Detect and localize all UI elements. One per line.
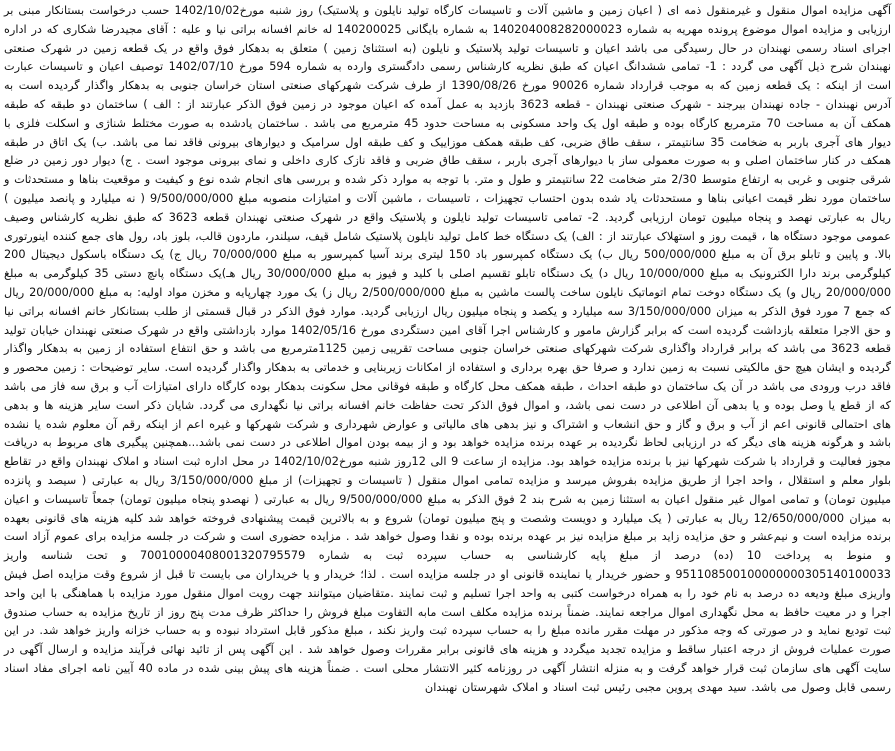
auction-notice-body: آگهی مزایده اموال منقول و غیرمنقول ذمه ای ( اعیان زمین و ماشین آلات و تاسیسات کارگاه تولید نایلون و پلاستیک) روز شنبه مورخ1402/10/02 حسب درخواست بستانکار مبنی بر ارزیابی و مزایده اموال موضوع پرونده مهریه به شماره 140204008282000023 به شماره بایگانی 140200025 له خانم افسانه براتی نیا و علیه : آقای مجیدرضا شکاری که در اداره اجرای اسناد رسمی نهبندان در حال رسیدگی می باشد اعیان و تاسیسات تولید پلاستیک و نایلون (به استثنائ زمین ) متعلق به بدهکار فوق واقع در یک قطعه زمین در شهرک صنعتی نهبندان شرح ذیل آگهی می گردد : 1- تمامی ششدانگ اعیان که طبق نظریه کارشناس رسمی دادگستری وارده به شماره 594 مورخ 1402/07/10 توصیف اعیان و تاسیسات عبارت است از اینکه : یک قطعه زمین که به موجب قرارداد شماره 90026 مورخ 1390/08/26 از طرف شرکت شهرکهای صنعتی استان خراسان جنوبی به بدهکار واگذار گردیده است به آدرس نهبندان - جاده نهبندان بیرجند - شهرک صنعتی نهبندان - قطعه 3623 بازدید به عمل آمده که اعیان موجود در زمین فوق الذکر عبارتند از : الف ) ساختمان دو طبقه که طبقه همکف آن به مساحت 70 مترمربع کارگاه بوده و طبقه اول یک واحد مسکونی به مساحت حدود 45 مترمربع می باشد . ساختمان یادشده به صورت مختلط شناژی و اسکلت فلزی با دیوار های آجری باربر به ضخامت 35 سانتیمتر ، سقف طاق ضربی، کف طبقه همکف موزاییک و کف طبقه اول سرامیک و دیوارهای بیرونی فاقد نما می باشد. ب) یک اتاق در طبقه همکف در کنار ساختمان اصلی و به صورت معمولی ساز با دیوارهای آجری باربر ، سقف طاق ضربی و فاقد نازک کاری داخلی و نمای بیرونی موجود است . ج) دیوار دور زمین در ضلع شرقی جنوبی و غربی به ارتفاع متوسط 2/30 متر ضخامت 22 سانتیمتر و طول و متر. با توجه به موارد ذکر شده و بررسی های انجام شده نوع و کیفیت و موقعیت بناها و مستحدثات و ساختمان مورد نظر قیمت اعیانی بناها و مستحدثات یاد شده بدون احتساب تجهیزات ، تاسیسات ، ماشین آلات و امتیازات منصوبه مبلغ 9/500/000/000 ( نه میلیارد و پانصد میلیون ) ریال به عبارتی نهصد و پنجاه میلیون تومان ارزیابی گردید. 2- تمامی تاسیسات تولید نایلون و پلاستیک واقع در شهرک صنعتی نهبندان قطعه 3623 که طبق نظریه کارشناس وصیف عمومی موجود دستگاه ها ، قیمت روز و استهلاک عبارتند از : الف) یک دستگاه خط کامل تولید نایلون پلاستیک شامل قیف، سیلندر، ماردون قالب، بلوز باد، رول های جمع کننده اینورتوری بالا. و پایین و تابلو برق آن به مبلغ 500/000/000 ریال ب) یک دستگاه کمپرسور باد 150 لیتری برند آسیا کمپرسور به مبلغ 70/000/000 ریال ج) یک دستگاه باسکول دیجیتال 200 کیلوگرمی برند دارا الکترونیک به مبلغ 10/000/000 ریال د) یک دستگاه تابلو تقسیم اصلی با کلید و فیوز به مبلغ 30/000/000 ریال هـ)یک دستگاه پانچ دستی 35 کیلوگرمی به مبلغ 20/000/000 ریال و) یک دستگاه دوخت تمام اتوماتیک نایلون ساخت پالست ماشین به مبلغ 2/500/000/000 ریال ز) یک مورد چهارپایه و مخزن مواد اولیه: به مبلغ 20/000/000 ریال که جمع 7 مورد فوق الذکر به میزان 3/150/000/000 سه میلیارد و یکصد و پنجاه میلیون ریال ارزیابی گردید. موارد فوق الذکر در قبال قسمتی از طلب بستانکار خانم افسانه براتی نیا و حق الاجرا متعلقه بازداشت گردیده است که برابر گزارش مامور و کارشناس اجرا آقای امین دستگردی مورخ 1402/05/16 موارد بازداشتی واقع در شهرک صنعتی نهبندان خیابان تولید قطعه 3623 می باشد که برابر قرارداد واگذاری شرکت شهرکهای صنعتی خراسان جنوبی مساحت تقریبی زمین 1125مترمربع می باشد و حق انتفاع استفاده از زمین به بدهکار واگذار گردیده و ایشان هیچ حق مالکیتی نسبت به زمین ندارد و صرفا حق بهره برداری و استفاده از امکانات زیربنایی و خدماتی به بدهکار واگذار گردیده است. سایر توضیحات : زمین محصور و فاقد درب ورودی می باشد در آن یک ساختمان دو طبقه احداث ، طبقه همکف محل کارگاه و طبقه فوقانی محل سکونت بدهکار بوده کارگاه دارای امتیازات آب و برق سه فاز می باشد که از قطع یا وصل بوده و یا بدهی آن اطلاعی در دست نمی باشد، و اموال فوق الذکر تحت حفاظت خانم افسانه براتی نیا نگهداری می گردد. شایان ذکر است سایر هزینه ها و بدهی های احتمالی قانونی اعم از آب و برق و گاز و حق انشعاب و اشتراک و نیز بدهی های مالیاتی و عوارض شهرداری و شرکت شهرکها و غیره اعم از اینکه رقم آن معلوم شده یا نشده باشد و هرگونه هزینه های دیگر که در ارزیابی لحاظ نگردیده بر عهده برنده مزایده خواهد بود و از بیمه بودن اموال اطلاعی در دست نمی باشد...همچنین پیگیری های مربوط به دریافت مجوز فعالیت و قرارداد با شرکت شهرکها نیز با برنده مزایده خواهد بود. مزایده از ساعت 9 الی 12روز شنبه مورخ1402/10/02 در محل اداره ثبت اسناد و املاک نهبندان واقع در تقاطع بلوار معلم و استقلال ، واحد اجرا از طریق مزایده بفروش میرسد و مزایده تمامی اموال منقول ( تاسیسات و تجهیزات) از مبلغ 3/150/000/000 ریال به عبارتی ( سیصد و پانزده میلیون تومان) و تمامی اموال غیر منقول اعیان به استثنا زمین به شرح بند 2 فوق الذکر به مبلغ 9/500/000/000 ریال به عبارتی ( نهصدو پنجاه میلیون تومان) جمعاً تاسیسات و اعیان به میزان 12/650/000/000 ریال به عبارتی ( یک میلیارد و دویست وشصت و پنج میلیون تومان) شروع و به بالاترین قیمت پیشنهادی فروخته خواهد شد کلیه هزینه های قانونی بعهده برنده مزایده است و نیم‌عشر و حق مزایده زاید بر مبلغ مزایده نیز بر عهده برنده بوده و نقدا وصول خواهد شد . مزایده حضوری است و شرکت در جلسه مزایده برای عموم آزاد است و منوط به پرداخت 10 (ده) درصد از مبلغ پایه کارشناسی به حساب سپرده ثبت به شماره 7001000040800132079557‪9‬ و تحت شناسه واریز 951108500100000000305140100033 و حضور خریدار یا نماینده قانونی او در جلسه مزایده است . لذا؛ خریدار و یا خریداران می بایست تا قبل از شروع وقت مزایده اصل فیش واریزی مبلغ ودیعه ده درصد به نام خود را به همراه درخواست کتبی به واحد اجرا تسلیم و ثبت نمایند .متقاضیان میتوانند جهت رویت اموال منقول مورد مزایده با هماهنگی با این واحد اجرا و در معیت حافظ به محل نگهداری اموال مراجعه نمایند. ضمناً برنده مزایده مکلف است مابه التفاوت مبلغ فروش را حداکثر ظرف مدت پنج روز از تاریخ مزایده به حساب صندوق ثبت تودیع نماید و در صورتی که وجه مذکور در مهلت مقرر مانده مبلغ را به حساب سپرده ثبت واریز نکند ، مبلغ مذکور قابل استرداد نبوده و به حساب خزانه واریز خواهد شد. در این صورت عملیات فروش از درجه اعتبار ساقط و مزایده تجدید میگردد و هزینه های قانونی برابر مقررات وصول خواهد شد . این آگهی پس از تائید نهائی فرآیند مزایده و ارسال آگهی در سایت آگهی های سازمان ثبت قرار خواهد گرفت و به منزله انتشار آگهی در روزنامه کثیر الانتشار محلی است . ضمناً هزینه های پیش بینی شده در ماده 40 آیین نامه اجرای مفاد اسناد رسمی قابل وصول می باشد. سید مهدی پروین مجبی رئیس ثبت اسناد و املاک شهرستان نهبندان	[4, 4, 892, 694]
